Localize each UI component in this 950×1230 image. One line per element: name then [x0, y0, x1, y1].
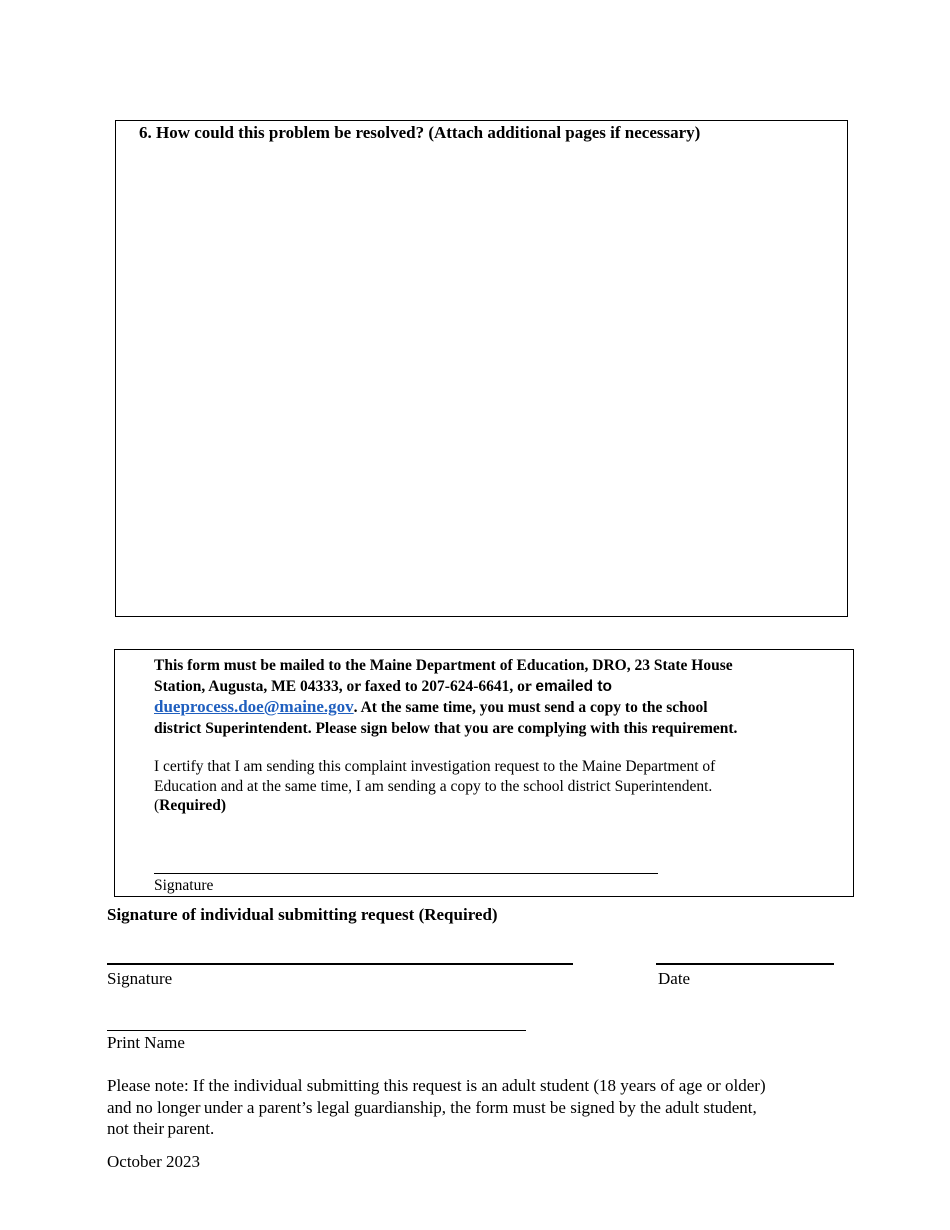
certify-line-2: Education and at the same time, I am sending a copy to the school district Superintendent.: [154, 777, 713, 795]
mailing-line-3-text: . At the same time, you must send a copy to the school: [353, 699, 708, 716]
submitter-signature-label: Signature: [107, 969, 173, 988]
question-6-title: 6. How could this problem be resolved? (Attach additional pages if necessary): [139, 123, 701, 142]
adult-student-note: [107, 1075, 847, 1140]
submitter-date-line[interactable]: [656, 963, 834, 965]
certify-required-open: (: [154, 797, 160, 814]
mailing-line-1: This form must be mailed to the Maine Department of Education, DRO, 23 State House: [154, 657, 733, 674]
certify-line-1: I certify that I am sending this complaint investigation request to the Maine Department of: [154, 758, 716, 775]
mailing-instructions-text: [154, 656, 834, 739]
certification-signature-label: Signature: [154, 877, 214, 894]
mailing-line-4: district Superintendent. Please sign below that you are complying with this requirement.: [154, 719, 738, 737]
print-name-line[interactable]: [107, 1030, 526, 1031]
mailing-emailed-to: emailed to: [535, 677, 613, 695]
mailing-line-3: [154, 697, 834, 719]
note-line-3: not their parent.: [107, 1119, 215, 1138]
mailing-instructions-box: [114, 649, 854, 897]
submitter-heading: Signature of individual submitting request (Required): [107, 905, 498, 924]
email-link[interactable]: dueprocess.doe@maine.gov: [154, 697, 354, 716]
certification-signature-line[interactable]: [154, 873, 658, 874]
note-line-2: and no longer under a parent’s legal guardianship, the form must be signed by the adult student,: [107, 1097, 757, 1117]
certify-required-label: Required): [159, 797, 227, 814]
mailing-line-2-text: Station, Augusta, ME 04333, or faxed to 207-624-6641, or: [154, 677, 536, 695]
mailing-line-2: [154, 677, 834, 698]
question-6-answer-field[interactable]: [138, 151, 832, 605]
form-revision-date: October 2023: [107, 1152, 201, 1171]
print-name-label: Print Name: [107, 1033, 185, 1052]
certification-text: [154, 757, 834, 816]
question-6-box: [115, 120, 848, 617]
submitter-signature-line[interactable]: [107, 963, 573, 965]
submitter-date-label: Date: [658, 969, 691, 988]
certify-required: [154, 796, 834, 816]
note-line-1: Please note: If the individual submitting this request is an adult student (18 years of age or older): [107, 1076, 766, 1095]
